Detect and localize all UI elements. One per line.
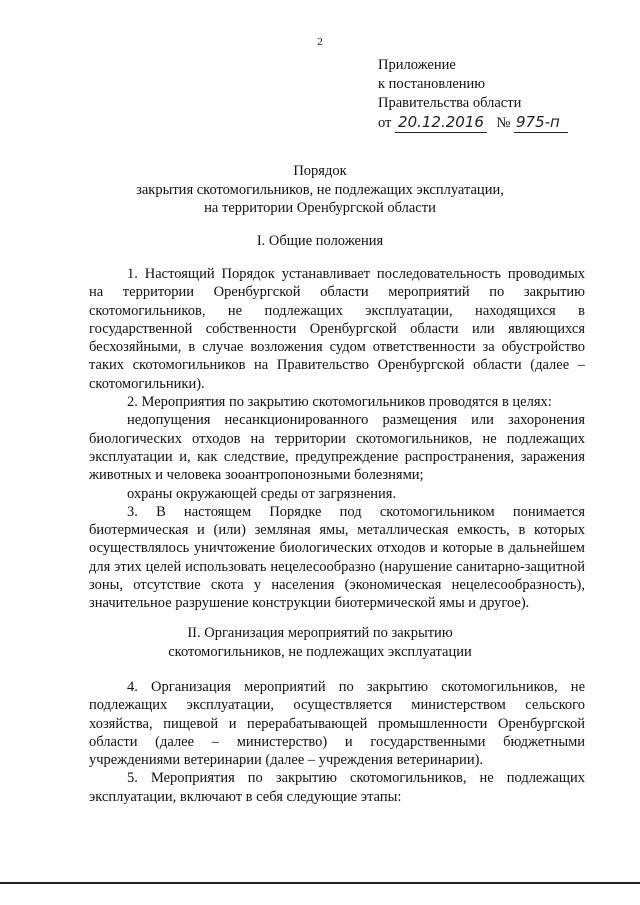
document-title <box>0 162 640 218</box>
appendix-block <box>378 56 568 133</box>
page-bottom-line <box>0 882 640 884</box>
paragraph: 4. Организация мероприятий по закрытию скотомогильников, не подлежащих эксплуатации, осуществляется министерством сельского хозяйства, пищевой и перерабатывающей промышленности Оренбургской области (далее – министерство) и государственными бюджетными учреждениями ветеринарии (далее – учреждения ветеринарии). <box>89 679 585 769</box>
title-line-1: Порядок <box>293 163 347 179</box>
handwritten-number: 975-п <box>514 113 568 133</box>
appendix-line-3: Правительства области <box>378 95 522 111</box>
date-prefix: от <box>378 115 392 131</box>
section-1-heading-text: I. Общие положения <box>256 233 384 249</box>
section-2-heading <box>0 624 640 661</box>
appendix-line-2: к постановлению <box>378 76 486 92</box>
section-1-heading <box>0 232 640 251</box>
paragraph: недопущения несанкционированного размещения или захоронения биологических отходов на территории скотомогильников, не подлежащих эксплуатации и, как следствие, предупреждение распространения, заражения животных и человека зооантропонозными болезнями; <box>89 412 585 484</box>
paragraph: 2. Мероприятия по закрытию скотомогильников проводятся в целях: <box>127 394 552 411</box>
paragraph: 1. Настоящий Порядок устанавливает последовательность проводимых на территории Оренбургской области мероприятий по закрытию скотомогильников, не подлежащих эксплуатации, находящихся в государственной собственности Оренбургской области или являющихся бесхозяйными, в случае возложения судом ответственности за обустройство таких скотомогильников на Правительство Оренбургской области (далее – скотомогильники). <box>89 266 585 392</box>
paragraph: 3. В настоящем Порядке под скотомогильником понимается биотермическая и (или) земляная ямы, металлическая емкость, в которых осуществлялось уничтожение биологических отходов и которые в дальнейшем для этих целей использовать нецелесообразно (нарушение санитарно-защитной зоны, отсутствие скота у населения (экономическая нецелесообразность), значительное разрушение конструкции биотермической ямы и другое). <box>89 503 585 612</box>
section-2-body <box>89 678 585 806</box>
section-1-body <box>89 265 585 613</box>
appendix-line-1: Приложение <box>378 57 456 73</box>
page-number: 2 <box>317 36 323 48</box>
section-2-heading-line-1: II. Организация мероприятий по закрытию <box>187 625 453 641</box>
handwritten-date: 20.12.2016 <box>395 113 487 133</box>
number-prefix: № <box>496 115 511 131</box>
section-2-heading-line-2: скотомогильников, не подлежащих эксплуатации <box>168 643 472 660</box>
title-line-3: на территории Оренбургской области <box>204 200 436 216</box>
paragraph: охраны окружающей среды от загрязнения. <box>127 485 397 502</box>
title-line-2: закрытия скотомогильников, не подлежащих эксплуатации, <box>136 181 504 198</box>
paragraph: 5. Мероприятия по закрытию скотомогильников, не подлежащих эксплуатации, включают в себя следующие этапы: <box>89 770 585 805</box>
appendix-date-line <box>378 113 568 133</box>
